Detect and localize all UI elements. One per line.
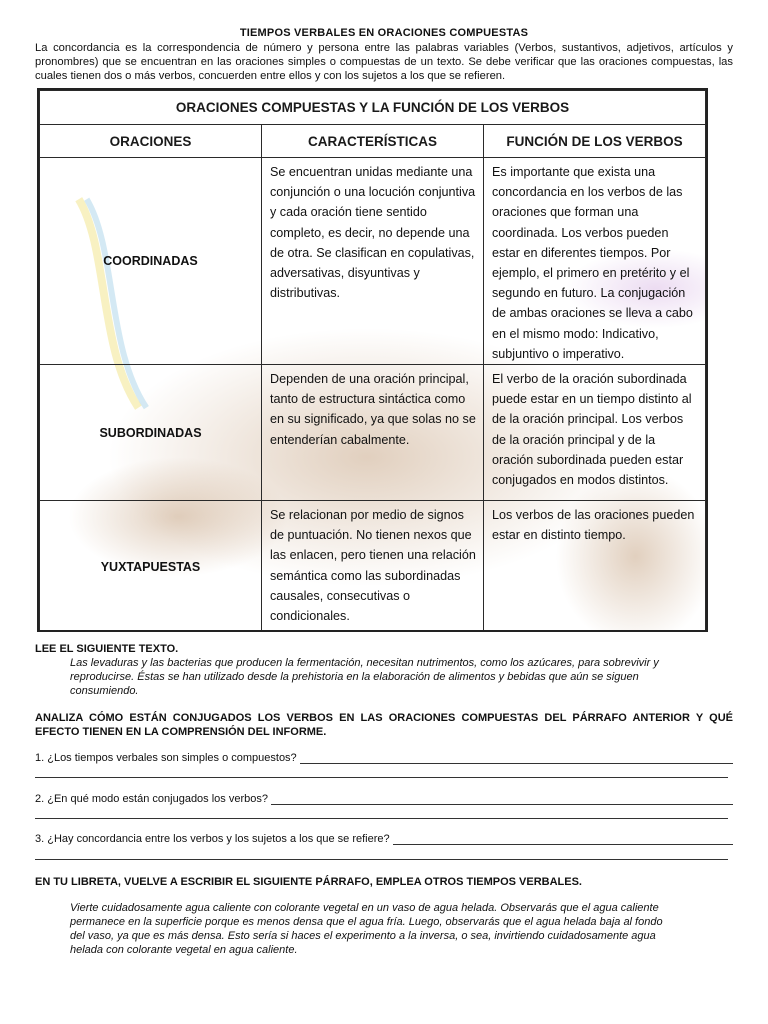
row-name-subordinadas: SUBORDINADAS	[40, 365, 262, 501]
libreta-text: Vierte cuidadosamente agua caliente con colorante vegetal en un vaso de agua helada. Observarás que el agua caliente permanece en la superficie porque es menos densa que el agua fría. Luego, observarás que el agua helada baja al fondo del vaso, ya que es más densa. Esto sería si haces el experimento a la inversa, o sea, invirtiendo cuidadosamente agua helada con colorante vegetal en agua caliente.	[70, 902, 663, 956]
question-1	[35, 752, 733, 764]
table-row	[40, 158, 706, 365]
row-name-coordinadas: COORDINADAS	[40, 158, 262, 365]
caracteristicas-cell: Se relacionan por medio de signos de puntuación. No tienen nexos que las enlacen, pero tienen una relación semántica como las subordinadas causales, consecutivas o condicionales.	[262, 501, 484, 632]
lee-text: Las levaduras y las bacterias que producen la fermentación, necesitan nutrimentos, como los azúcares, para sobrevivir y reproducirse. Éstas se han utilizado desde la prehistoria en la elaboración de alimentos y bebidas que aún se siguen consumiendo.	[70, 657, 659, 697]
table-row	[40, 501, 706, 632]
col-header-caracteristicas: CARACTERÍSTICAS	[262, 125, 484, 158]
answer-line[interactable]	[300, 753, 733, 764]
question-text: 1. ¿Los tiempos verbales son simples o compuestos?	[35, 752, 297, 764]
caracteristicas-cell: Dependen de una oración principal, tanto de estructura sintáctica como en su significado, ya que solas no se entenderían cabalmente.	[262, 365, 484, 501]
answer-line[interactable]	[271, 794, 733, 805]
table-row	[40, 365, 706, 501]
question-text: 3. ¿Hay concordancia entre los verbos y los sujetos a los que se refiere?	[35, 833, 390, 845]
question-text: 2. ¿En qué modo están conjugados los verbos?	[35, 793, 268, 805]
caracteristicas-cell: Se encuentran unidas mediante una conjunción o una locución conjuntiva y cada oración tiene sentido completo, es decir, no depende una de otra. Se clasifican en copulativas, adversativas, disyuntivas y distributivas.	[262, 158, 484, 365]
libreta-heading: EN TU LIBRETA, VUELVE A ESCRIBIR EL SIGUIENTE PÁRRAFO, EMPLEA OTROS TIEMPOS VERBALES.	[35, 876, 582, 888]
funcion-cell: El verbo de la oración subordinada puede estar en un tiempo distinto al de la oración principal. Los verbos de la oración principal y de la oración subordinada pueden estar conjugados en modos distintos.	[484, 365, 706, 501]
col-header-funcion: FUNCIÓN DE LOS VERBOS	[484, 125, 706, 158]
question-3	[35, 833, 733, 845]
intro-paragraph: La concordancia es la correspondencia de número y persona entre las palabras variables (Verbos, sustantivos, adjetivos, artículos y pronombres) que se encuentran en las oraciones simples o compuestas de un texto. Se debe verificar que las oraciones compuestas, las cuales tienen dos o más verbos, concuerden entre ellos y con los sujetos a los que se refieren.	[35, 42, 733, 82]
answer-line[interactable]	[35, 859, 728, 860]
answer-line[interactable]	[35, 818, 728, 819]
analiza-heading: ANALIZA CÓMO ESTÁN CONJUGADOS LOS VERBOS EN LAS ORACIONES COMPUESTAS DEL PÁRRAFO ANTERIOR Y QUÉ EFECTO TIENEN EN LA COMPRENSIÓN DEL INFORME.	[35, 712, 733, 738]
question-2	[35, 793, 733, 805]
funcion-cell: Los verbos de las oraciones pueden estar en distinto tiempo.	[484, 501, 706, 632]
funcion-cell: Es importante que exista una concordancia en los verbos de las oraciones que forman una coordinada. Los verbos pueden estar en diferentes tiempos. Por ejemplo, el primero en pretérito y el segundo en futuro. La conjugación de ambas oraciones se lleva a cabo en el mismo modo: Indicativo, subjuntivo o imperativo.	[484, 158, 706, 365]
table-title: ORACIONES COMPUESTAS Y LA FUNCIÓN DE LOS VERBOS	[40, 91, 706, 125]
col-header-oraciones: ORACIONES	[40, 125, 262, 158]
answer-line[interactable]	[35, 777, 728, 778]
verbs-table	[37, 88, 708, 632]
document-title: TIEMPOS VERBALES EN ORACIONES COMPUESTAS	[239, 27, 529, 39]
row-name-yuxtapuestas: YUXTAPUESTAS	[40, 501, 262, 632]
lee-heading: LEE EL SIGUIENTE TEXTO.	[35, 643, 179, 655]
answer-line[interactable]	[393, 834, 733, 845]
